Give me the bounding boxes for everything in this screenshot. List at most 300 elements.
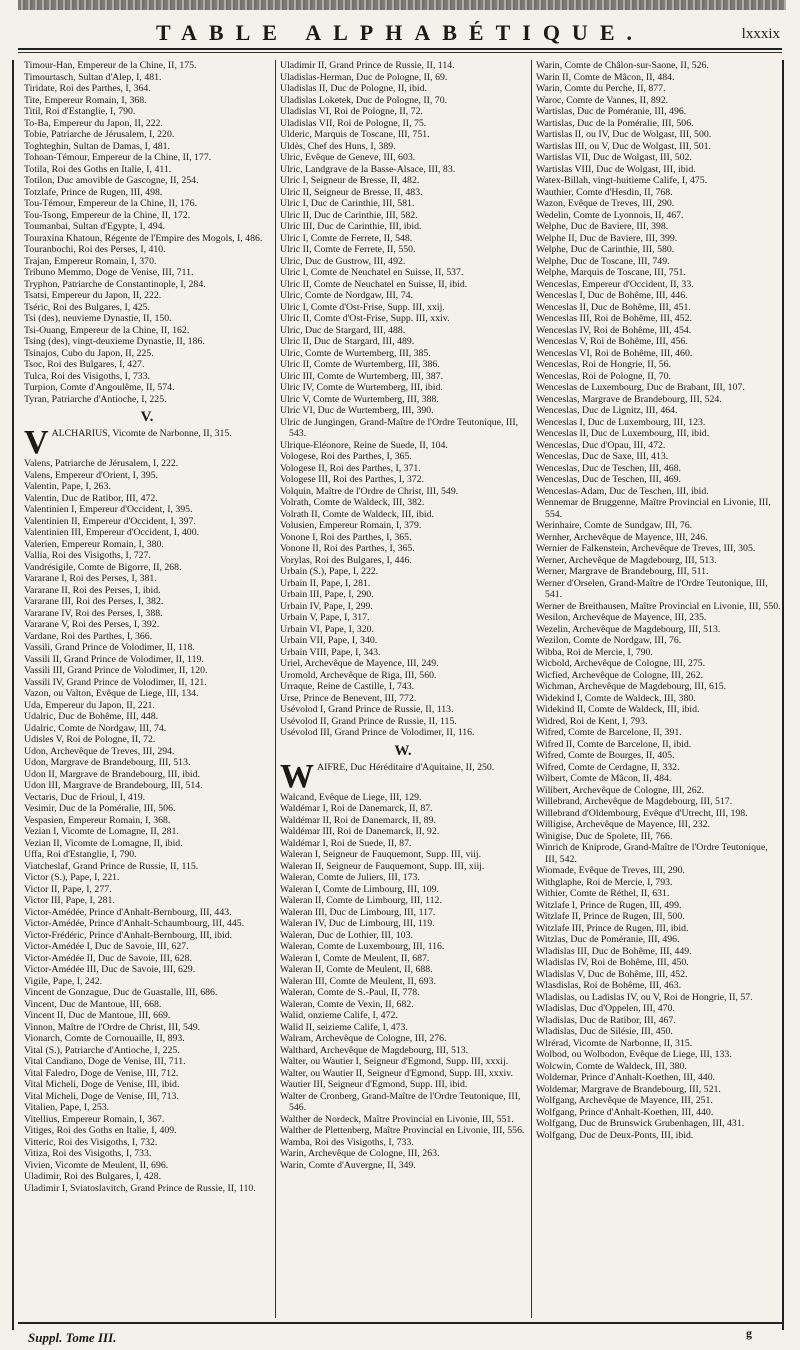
entry-list <box>536 60 782 1141</box>
list-item: Victor II, Pape, I, 277. <box>24 883 112 895</box>
list-item: Urbain VI, Pape, I, 320. <box>280 623 374 635</box>
list-item: Wamba, Roi des Visigoths, I, 733. <box>280 1136 414 1148</box>
list-item: Valentinien III, Empereur d'Occident, I, 400. <box>24 527 200 538</box>
list-item: Watex-Billah, vingt-huitieme Calife, I, 475. <box>536 175 708 186</box>
list-item: Wicfied, Archevêque de Cologne, III, 262. <box>536 669 703 681</box>
list-item: Wenceslas, Duc de Saxe, III, 413. <box>536 451 669 462</box>
list-item: Wenceslas, Duc de Lignitz, III, 464. <box>536 405 678 416</box>
list-item: Uladimir I, Sviatoslavitch, Grand Prince de Russie, II, 110. <box>24 1182 256 1194</box>
list-item: Uladimir, Roi des Bulgares, I, 428. <box>24 1171 162 1182</box>
list-item: Waleran I, Comte de Limbourg, III, 109. <box>280 883 440 895</box>
list-item: Werner, Margrave de Brandebourg, III, 511. <box>536 566 709 577</box>
list-item: Vectaris, Duc de Frioul, I, 419. <box>24 791 146 803</box>
list-item: Udalric, Duc de Bohême, III, 448. <box>24 711 159 722</box>
list-item: Waleran III, Duc de Limbourg, III, 117. <box>280 906 436 918</box>
list-item: Ulderic, Marquis de Toscane, III, 751. <box>280 129 430 140</box>
list-item: Vararane II, Roi des Perses, I, ibid. <box>24 584 161 596</box>
list-item: Winigise, Duc de Spolete, III, 766. <box>536 830 673 842</box>
list-item: Vincent de Gonzague, Duc de Guastalle, III, 686. <box>24 987 218 998</box>
list-item: Walter, ou Wautier II, Seigneur d'Egmond, Supp. III, xxxiv. <box>280 1067 513 1079</box>
list-item: Wenceslas, Margrave de Brandebourg, III, 524. <box>536 393 722 405</box>
list-item: Wiomade, Evêque de Treves, III, 290. <box>536 865 685 876</box>
list-item: Wennemar de Bruggenne, Maître Provincial en Livonie, III, 554. <box>536 497 771 520</box>
list-item: Urraque, Reine de Castille, I, 743. <box>280 681 415 692</box>
list-item: Wladislas, Duc d'Oppelen, III, 470. <box>536 1003 675 1014</box>
list-item: Waleran I, Comte de Meulent, II, 687. <box>280 952 430 964</box>
list-item: Welphe II, Duc de Baviere, III, 399. <box>536 232 678 244</box>
list-item: Welphe, Duc de Toscane, III, 749. <box>536 255 670 267</box>
page-number: lxxxix <box>741 26 780 42</box>
list-item: Vesimir, Duc de la Poméralie, III, 506. <box>24 803 176 814</box>
list-item: Vezian II, Vicomte de Lomagne, II, ibid. <box>24 837 183 849</box>
list-item: Walther de Nordeck, Maître Provincial en Livonie, III, 551. <box>280 1113 514 1125</box>
list-item: Wifred II, Comte de Barcelone, II, ibid. <box>536 738 692 750</box>
list-item: Wenceslas, Roi de Hongrie, II, 56. <box>536 359 671 370</box>
list-item: Valentinien I, Empereur d'Occident, I, 395. <box>24 504 193 515</box>
list-item: Tribuno Memmo, Doge de Venise, III, 711. <box>24 267 194 278</box>
list-item: Urbain IV, Pape, I, 299. <box>280 600 373 612</box>
list-item: Wartislas III, ou V, Duc de Wolgast, III, 501. <box>536 140 712 152</box>
list-item: Wartislas II, ou IV, Duc de Wolgast, III, 500. <box>536 129 712 140</box>
list-item: Willigise, Archevêque de Mayence, III, 232. <box>536 819 710 830</box>
list-item: Warin II, Comte de Mâcon, II, 484. <box>536 71 675 83</box>
list-item: Vionarch, Comte de Cornouaille, II, 893. <box>24 1033 185 1044</box>
list-item: Welphe, Duc de Baviere, III, 398. <box>536 221 669 232</box>
list-item: Ulrique-Eléonore, Reine de Suede, II, 104. <box>280 439 448 451</box>
list-item: Woldemar, Prince d'Anhalt-Koethen, III, 440. <box>536 1072 716 1083</box>
list-item: Vorylas, Roi des Bulgares, I, 446. <box>280 554 412 566</box>
list-item <box>24 424 270 461</box>
list-item: Valentin, Duc de Ratibor, III, 472. <box>24 492 158 504</box>
list-item: Totilon, Duc amovible de Gascogne, II, 254. <box>24 175 199 186</box>
list-item: Urbain III, Pape, I, 290. <box>280 589 374 600</box>
list-item: Wartislas, Duc de Poméranie, III, 496. <box>536 106 687 117</box>
list-item: Vital Candiano, Doge de Venise, III, 711. <box>24 1056 186 1067</box>
list-item: Ulric V, Comte de Wurtemberg, III, 388. <box>280 393 439 405</box>
list-item: Waldémar I, Roi de Suede, II, 87. <box>280 837 412 849</box>
drop-cap-letter: W <box>280 757 314 795</box>
drop-cap-letter: V <box>24 424 49 461</box>
list-item: Tobie, Patriarche de Jérusalem, I, 220. <box>24 129 175 140</box>
list-item: Waleran, Duc de Lothier, III, 103. <box>280 929 413 941</box>
list-item: Werner de Breithausen, Maître Provincial en Livonie, III, 550. <box>536 600 781 612</box>
list-item: Tsinajos, Cubo du Japon, II, 225. <box>24 347 154 359</box>
list-item: Vardane, Roi des Parthes, I, 366. <box>24 630 153 642</box>
list-item: Vassili II, Grand Prince de Volodimer, II, 119. <box>24 653 204 665</box>
list-item: Valens, Empereur d'Orient, I, 395. <box>24 469 158 481</box>
list-item: Wenceslas VI, Roi de Bohême, III, 460. <box>536 347 693 359</box>
list-item: Wladislas V, Duc de Bohême, III, 452. <box>536 968 688 980</box>
list-item: Waldémar III, Roi de Danemarck, II, 92. <box>280 826 440 837</box>
list-item: Wautier III, Seigneur d'Egmond, Supp. III, ibid. <box>280 1079 468 1090</box>
list-item: Volrath, Comte de Waldeck, III, 382. <box>280 497 425 508</box>
list-item: Wenceslas II, Duc de Bohême, III, 451. <box>536 301 691 313</box>
list-item: Vigile, Pape, I, 242. <box>24 975 103 987</box>
list-item: Udon III, Margrave de Brandebourg, III, 514. <box>24 780 203 791</box>
list-item: Wartislas, Duc de la Poméralie, III, 506. <box>536 117 694 129</box>
list-item: Welphe, Marquis de Toscane, III, 751. <box>536 267 686 278</box>
list-item: Tyran, Patriarche d'Antioche, I, 225. <box>24 393 167 405</box>
list-item: Wezelin, Archevêque de Magdebourg, III, 513. <box>536 623 721 635</box>
list-item: Vitiza, Roi des Visigoths, I, 733. <box>24 1148 152 1159</box>
list-item: Walid II, seizieme Calife, I, 473. <box>280 1021 408 1033</box>
page-title: TABLE ALPHABÉTIQUE. <box>156 20 644 45</box>
list-item: Wolfgang, Prince d'Anhalt-Koethen, III, 440. <box>536 1106 714 1118</box>
list-item: Witzlafe I, Prince de Rugen, III, 499. <box>536 899 682 911</box>
list-item: Vologese III, Roi des Parthes, I, 372. <box>280 474 425 485</box>
list-item: Ulric II, Duc de Carinthie, III, 582. <box>280 209 418 221</box>
list-item: Vital Faledro, Doge de Venise, III, 712. <box>24 1067 179 1079</box>
list-item: Wazon, Evêque de Treves, III, 290. <box>536 198 675 209</box>
list-item: Volusien, Empereur Romain, I, 379. <box>280 520 422 531</box>
list-item: Urbain II, Pape, I, 281. <box>280 577 371 589</box>
list-item: Waleran, Comte de Juliers, III, 173. <box>280 872 420 883</box>
list-item: Volrath II, Comte de Waldeck, III, ibid. <box>280 508 434 520</box>
list-item: Tsi (des), neuvieme Dynastie, II, 150. <box>24 313 172 324</box>
list-item: Widred, Roi de Kent, I, 793. <box>536 715 648 727</box>
list-item: Witzlafe III, Prince de Rugen, III, ibid. <box>536 922 689 934</box>
list-item: Vincent, Duc de Mantoue, III, 668. <box>24 998 162 1010</box>
list-item: Waleran, Comte de Luxembourg, III, 116. <box>280 941 445 952</box>
list-item: Wartislas VII, Duc de Wolgast, III, 502. <box>536 152 692 163</box>
list-item: Wenceslas de Luxembourg, Duc de Brabant, III, 107. <box>536 382 745 393</box>
list-item: Vitalien, Pape, I, 253. <box>24 1102 110 1113</box>
list-item: Valentinien II, Empereur d'Occident, I, 397. <box>24 515 196 527</box>
list-item: Uladislas-Herman, Duc de Pologne, II, 69. <box>280 71 448 83</box>
entry-text: ALCHARIUS, Vicomte de Narbonne, II, 315. <box>51 428 232 439</box>
index-column-1 <box>24 60 270 1322</box>
entry-list <box>24 60 270 405</box>
list-item: Wladislas III, Duc de Bohême, III, 449. <box>536 945 692 957</box>
list-item: Waroc, Comte de Vannes, II, 892. <box>536 94 669 106</box>
list-item: To-Ba, Empereur du Japon, II, 222. <box>24 117 163 129</box>
list-item: Walthard, Archevêque de Magdebourg, III, 513. <box>280 1044 469 1056</box>
list-item: Urbain VIII, Pape, I, 343. <box>280 646 381 658</box>
list-item: Ulric I, Comte de Ferrete, II, 548. <box>280 232 413 244</box>
list-item: Tohoan-Témour, Empereur de la Chine, II, 177. <box>24 152 212 163</box>
list-item: Tite, Empereur Romain, I, 368. <box>24 94 147 106</box>
list-item: Victor-Amédée I, Duc de Savoie, III, 627. <box>24 941 189 952</box>
list-item: Vonone I, Roi des Parthes, I, 365. <box>280 531 412 543</box>
list-item: Viatcheslaf, Grand Prince de Russie, II, 115. <box>24 860 199 872</box>
section-heading-w: W. <box>394 742 412 759</box>
list-item: Warin, Comte de Châlon-sur-Saone, II, 526. <box>536 60 709 71</box>
list-item: Ulric III, Duc de Carinthie, III, ibid. <box>280 221 422 232</box>
list-item: Warin, Comte du Perche, II, 877. <box>536 83 666 94</box>
list-item: Wolbod, ou Wolbodon, Evêque de Liege, III, 133. <box>536 1049 732 1060</box>
list-item: Wlasdislas, Roi de Bohême, III, 463. <box>536 980 682 991</box>
list-item: Urbain VII, Pape, I, 340. <box>280 635 378 646</box>
entry-list <box>280 792 526 1172</box>
list-item: Tsi-Ouang, Empereur de la Chine, II, 162. <box>24 324 190 336</box>
list-item: Valerien, Empereur Romain, I, 380. <box>24 538 164 550</box>
list-item: Vandrésigile, Comte de Bigorre, II, 268. <box>24 561 182 573</box>
list-item: Vologese II, Roi des Parthes, I, 371. <box>280 462 421 474</box>
list-item: Wedelin, Comte de Lyonnois, II, 467. <box>536 209 684 221</box>
list-item: Ulric, Evêque de Geneve, III, 603. <box>280 152 416 163</box>
list-item: Wartislas VIII, Duc de Wolgast, III, ibid. <box>536 163 696 175</box>
list-item: Vinnon, Maître de l'Ordre de Christ, III, 549. <box>24 1021 201 1033</box>
list-item: Valens, Patriarche de Jérusalem, I, 222. <box>24 458 179 469</box>
list-item: Urbain V, Pape, I, 317. <box>280 612 370 623</box>
list-item: Wesilon, Archevêque de Mayence, III, 235. <box>536 612 707 623</box>
list-item: Ulric II, Seigneur de Bresse, II, 483. <box>280 186 423 198</box>
list-item: Ulric I, Comte de Neuchatel en Suisse, II, 537. <box>280 267 464 278</box>
list-item: Victor III, Pape, I, 281. <box>24 895 115 906</box>
list-item: Wifred, Comte de Cerdagne, II, 332. <box>536 761 680 773</box>
entry-text: AIFRE, Duc Héréditaire d'Aquitaine, II, 250. <box>317 761 495 773</box>
list-item: Ulric, Comte de Wurtemberg, III, 385. <box>280 347 431 359</box>
list-item: Ulric I, Seigneur de Bresse, II, 482. <box>280 175 420 186</box>
list-item: Victor (S.), Pape, I, 221. <box>24 872 120 883</box>
list-item: Vararane III, Roi des Perses, I, 382. <box>24 596 164 607</box>
list-item: Wlrérad, Vicomte de Narbonne, II, 315. <box>536 1037 693 1049</box>
entry-list <box>24 458 270 1194</box>
list-item: Tséric, Roi des Bulgares, I, 425. <box>24 301 150 313</box>
list-item: Victor-Amédée III, Duc de Savoie, III, 629. <box>24 964 196 975</box>
list-item: Walter, ou Wautier I, Seigneur d'Egmond, Supp. III, xxxij. <box>280 1056 509 1067</box>
list-item: Usévolod I, Grand Prince de Russie, II, 113. <box>280 704 454 715</box>
list-item: Waleran III, Comte de Meulent, II, 693. <box>280 975 436 987</box>
list-item: Wifred, Comte de Bourges, II, 405. <box>536 750 675 761</box>
list-item: Wenceslas II, Duc de Luxembourg, III, ibid. <box>536 428 710 439</box>
list-item: Warin, Archevêque de Cologne, III, 263. <box>280 1148 440 1159</box>
footer-rule <box>18 1322 782 1324</box>
list-item: Ulric I, Duc de Carinthie, III, 581. <box>280 198 415 209</box>
list-item: Waleran I, Seigneur de Fauquemont, Supp. III, viij. <box>280 849 482 860</box>
list-item: Victor-Frédéric, Prince d'Anhalt-Bernbourg, III, ibid. <box>24 929 233 941</box>
list-item: Tryphon, Patriarche de Constantinople, I, 284. <box>24 278 206 290</box>
list-item: Waleran IV, Duc de Limbourg, III, 119. <box>280 918 435 929</box>
list-item: Vespasien, Empereur Romain, I, 368. <box>24 814 171 826</box>
list-item: Victor-Amédée II, Duc de Savoie, III, 628. <box>24 952 192 964</box>
list-item: Vararane IV, Roi des Perses, I, 388. <box>24 607 163 619</box>
list-item: Timourtasch, Sultan d'Alep, I, 481. <box>24 71 162 83</box>
header-rule-thin <box>18 52 782 53</box>
list-item: Ulric VI, Duc de Wurtemberg, III, 390. <box>280 405 434 416</box>
list-item: Toumanbai, Sultan d'Egypte, I, 494. <box>24 221 165 232</box>
list-item: Ulric III, Comte de Wurtemberg, III, 387. <box>280 370 444 382</box>
column-divider <box>531 60 532 1318</box>
list-item: Winrich de Kniprode, Grand-Maître de l'Ordre Teutonique, III, 542. <box>536 842 768 865</box>
list-item: Ulric, Duc de Stargard, III, 488. <box>280 324 406 336</box>
list-item: Waleran II, Comte de Meulent, II, 688. <box>280 964 433 975</box>
list-item <box>280 757 526 795</box>
list-item: Wenceslas V, Roi de Bohême, III, 456. <box>536 336 688 347</box>
list-item: Udon, Margrave de Brandebourg, III, 513. <box>24 757 191 768</box>
list-item: Usévolod III, Grand Prince de Volodimer, II, 116. <box>280 727 475 738</box>
list-item: Uladislas VI, Roi de Pologne, II, 72. <box>280 106 423 117</box>
list-item: Touraxina Khatoun, Régente de l'Empire des Mogols, I, 486. <box>24 232 263 244</box>
list-item: Totzlafe, Prince de Rugen, III, 498. <box>24 186 163 198</box>
list-item: Waleran, Comte de Vexin, II, 682. <box>280 998 414 1010</box>
list-item: Victor-Amédée, Prince d'Anhalt-Schaumbourg, III, 445. <box>24 918 245 929</box>
list-item: Urse, Prince de Benevent, III, 772. <box>280 692 417 704</box>
list-item: Wernher, Archevêque de Mayence, III, 246. <box>536 531 708 543</box>
list-item: Toghteghin, Sultan de Damas, I, 481. <box>24 140 170 152</box>
list-item: Vararane I, Roi des Perses, I, 381. <box>24 573 157 584</box>
list-item: Wenceslas IV, Roi de Bohême, III, 454. <box>536 324 692 336</box>
list-item: Vallia, Roi des Visigoths, I, 727. <box>24 550 151 561</box>
list-item: Welphe, Duc de Carinthie, III, 580. <box>536 244 675 255</box>
list-item: Tou-Tsong, Empereur de la Chine, II, 172. <box>24 209 191 221</box>
list-item: Touranbochi, Roi des Perses, I, 410. <box>24 244 166 255</box>
list-item: Wernier de Falkenstein, Archevêque de Treves, III, 305. <box>536 543 756 554</box>
list-item: Vologese, Roi des Parthes, I, 365. <box>280 451 412 462</box>
list-item: Vitteric, Roi des Visigoths, I, 732. <box>24 1136 158 1148</box>
list-item: Uladimir II, Grand Prince de Russie, II, 114. <box>280 60 455 71</box>
index-column-3 <box>536 60 782 1322</box>
list-item: Udalric, Comte de Nordgaw, III, 74. <box>24 722 167 734</box>
list-item: Walter de Cronberg, Grand-Maître de l'Ordre Teutonique, III, 546. <box>280 1090 521 1113</box>
list-item: Volquin, Maître de l'Ordre de Christ, III, 549. <box>280 485 459 497</box>
column-divider <box>275 60 276 1318</box>
list-item: Wenceslas, Roi de Pologne, II, 70. <box>536 370 671 382</box>
list-item: Withglaphe, Roi de Mercie, I, 793. <box>536 876 673 888</box>
header-rule <box>18 48 782 50</box>
list-item: Uladislas II, Duc de Pologne, II, ibid. <box>280 83 427 94</box>
list-item: Udon II, Margrave de Brandebourg, III, ibid. <box>24 768 200 780</box>
list-item: Wenceslas, Duc de Teschen, III, 468. <box>536 462 681 474</box>
list-item: Woldemar, Margrave de Brandebourg, III, 521. <box>536 1083 721 1095</box>
list-item: Walid, onzieme Calife, I, 472. <box>280 1010 398 1021</box>
list-item: Willebrand d'Oldembourg, Evêque d'Utrecht, III, 198. <box>536 807 748 819</box>
list-item: Wolfgang, Archevêque de Mayence, III, 251. <box>536 1095 713 1106</box>
list-item: Uladislas Loketek, Duc de Pologne, II, 70. <box>280 94 448 106</box>
list-item: Widekind I, Comte de Waldeck, III, 380. <box>536 692 696 704</box>
list-item: Witzlafe II, Prince de Rugen, III, 500. <box>536 911 685 922</box>
list-item: Wifred, Comte de Barcelone, II, 391. <box>536 727 682 738</box>
list-item: Vararane V, Roi des Perses, I, 392. <box>24 619 160 630</box>
list-item: Waldémar II, Roi de Danemarck, II, 89. <box>280 814 436 826</box>
list-item: Trajan, Empereur Romain, I, 370. <box>24 255 157 267</box>
list-item: Werinhaire, Comte de Sundgaw, III, 76. <box>536 520 693 531</box>
list-item: Wladislas, ou Ladislas IV, ou V, Roi de Hongrie, II, 57. <box>536 991 753 1003</box>
list-item: Waldémar I, Roi de Danemarck, II, 87. <box>280 803 433 814</box>
list-item: Wilbert, Comte de Mâcon, II, 484. <box>536 773 672 784</box>
list-item: Vital Micheli, Doge de Venise, III, 713. <box>24 1090 179 1102</box>
list-item: Vitellius, Empereur Romain, I, 367. <box>24 1113 165 1125</box>
list-item: Wenceslas I, Duc de Bohême, III, 446. <box>536 290 688 301</box>
index-columns <box>18 60 786 1322</box>
page-top-edge <box>18 0 786 10</box>
list-item: Withier, Comte de Réthel, II, 631. <box>536 888 670 899</box>
list-item: Vivien, Vicomte de Meulent, II, 696. <box>24 1159 169 1171</box>
list-item: Vonone II, Roi des Parthes, I, 365. <box>280 543 415 554</box>
list-item: Walther de Plettenberg, Maître Provincial en Livonie, III, 556. <box>280 1125 525 1136</box>
list-item: Uda, Empereur du Japon, II, 221. <box>24 699 155 711</box>
list-item: Waleran, Comte de S.-Paul, II, 778. <box>280 987 420 998</box>
list-item: Wolcwin, Comte de Waldeck, III, 380. <box>536 1060 687 1072</box>
list-item: Uffa, Roi d'Estanglie, I, 790. <box>24 849 137 860</box>
list-item: Wilibert, Archevêque de Cologne, III, 262. <box>536 784 705 796</box>
list-item: Wenceslas, Duc de Teschen, III, 469. <box>536 474 681 485</box>
list-item: Tsing (des), vingt-deuxieme Dynastie, II, 186. <box>24 336 205 347</box>
list-item: Wibba, Roi de Mercie, I, 790. <box>536 646 653 658</box>
list-item: Wladislas IV, Roi de Bohême, III, 450. <box>536 957 689 968</box>
list-item: Werner, Archevêque de Magdebourg, III, 513. <box>536 554 717 566</box>
list-item: Tiridate, Roi des Parthes, I, 364. <box>24 83 151 94</box>
list-item: Wenceslas, Empereur d'Occident, II, 33. <box>536 278 694 290</box>
list-item: Werner d'Orselen, Grand-Maître de l'Ordre Teutonique, III, 541. <box>536 577 768 600</box>
list-item: Vassili IV, Grand Prince de Volodimer, II, 121. <box>24 676 207 688</box>
volume-signature: Suppl. Tome III. <box>28 1330 117 1345</box>
list-item: Wolfgang, Duc de Brunswick Grubenhagen, III, 431. <box>536 1118 745 1129</box>
list-item: Ulric II, Comte de Ferrete, II, 550. <box>280 244 416 255</box>
gathering-mark: g <box>746 1326 752 1340</box>
list-item: Wichman, Archevêque de Magdebourg, III, 615. <box>536 681 727 692</box>
list-item: Walram, Archevêque de Cologne, III, 276. <box>280 1033 447 1044</box>
list-item: Ulric II, Comte de Wurtemberg, III, 386. <box>280 359 440 370</box>
list-item: Wladislas, Duc de Ratibor, III, 467. <box>536 1014 676 1026</box>
list-item: Ulric II, Duc de Stargard, III, 489. <box>280 336 415 347</box>
list-item: Ulric, Duc de Gustrow, III, 492. <box>280 255 406 267</box>
list-item: Ulric II, Comte d'Ost-Frise, Supp. III, xxiv. <box>280 313 450 324</box>
list-item: Wenceslas, Duc d'Opau, III, 472. <box>536 439 666 451</box>
list-item: Titil, Roi d'Estanglie, I, 790. <box>24 106 136 117</box>
list-item: Wenceslas III, Roi de Bohême, III, 452. <box>536 313 692 324</box>
list-item: Urbain (S.), Pape, I, 222. <box>280 566 379 577</box>
list-item: Udisles V, Roi de Pologne, II, 72. <box>24 734 156 745</box>
list-item: Wladislas, Duc de Silésie, III, 450. <box>536 1026 673 1037</box>
list-item: Tulca, Roi des Visigoths, I, 733. <box>24 370 150 382</box>
list-item: Victor-Amédée, Prince d'Anhalt-Bernbourg, III, 443. <box>24 906 232 918</box>
list-item: Uldès, Chef des Huns, I, 389. <box>280 140 396 152</box>
list-item: Tou-Témour, Empereur de la Chine, II, 176. <box>24 198 198 209</box>
list-item: Totila, Roi des Goths en Italie, I, 411. <box>24 163 172 175</box>
list-item: Witzlas, Duc de Poméranie, III, 496. <box>536 934 680 945</box>
list-item: Uriel, Archevêque de Mayence, III, 249. <box>280 658 439 669</box>
list-item: Wezilon, Comte de Nordgaw, III, 76. <box>536 635 682 646</box>
list-item: Warin, Comte d'Auvergne, II, 349. <box>280 1159 416 1171</box>
index-column-2 <box>280 60 526 1322</box>
section-heading-v: V. <box>140 409 154 425</box>
list-item: Vassili, Grand Prince de Volodimer, II, 118. <box>24 642 195 653</box>
list-item: Walcand, Evêque de Liege, III, 129. <box>280 791 422 803</box>
list-item: Ulric I, Comte d'Ost-Frise, Supp. III, xxij. <box>280 301 445 313</box>
left-border-rule <box>12 60 14 1330</box>
list-item: Ulric, Landgrave de la Basse-Alsace, III, 83. <box>280 163 456 175</box>
list-item: Wauthier, Comte d'Hesdin, II, 768. <box>536 186 673 198</box>
list-item: Wicbold, Archevêque de Cologne, III, 275. <box>536 658 706 669</box>
list-item: Waleran II, Comte de Limbourg, III, 112. <box>280 895 442 906</box>
list-item: Vital Micheli, Doge de Venise, III, ibid. <box>24 1079 180 1090</box>
list-item: Uromold, Archevêque de Riga, III, 560. <box>280 669 437 681</box>
list-item: Waleran II, Seigneur de Fauquemont, Supp. III, xiij. <box>280 860 485 872</box>
list-item: Usévolod II, Grand Prince de Russie, II, 115. <box>280 715 457 727</box>
list-item: Vincent II, Duc de Mantoue, III, 669. <box>24 1010 171 1021</box>
list-item: Uladislas VII, Roi de Pologne, II, 75. <box>280 117 427 129</box>
list-item: Wolfgang, Duc de Deux-Ponts, III, ibid. <box>536 1129 694 1141</box>
list-item: Vassili III, Grand Prince de Volodimer, II, 120. <box>24 665 208 676</box>
list-item: Wenceslas I, Duc de Luxembourg, III, 123. <box>536 416 706 428</box>
list-item: Wenceslas-Adam, Duc de Teschen, III, ibid. <box>536 485 709 497</box>
list-item: Willebrand, Archevêque de Magdebourg, III, 517. <box>536 796 733 807</box>
entry-list <box>280 60 526 739</box>
list-item: Udon, Archevêque de Treves, III, 294. <box>24 745 175 757</box>
list-item: Turpion, Comte d'Angoulême, II, 574. <box>24 382 175 393</box>
list-item: Widekind II, Comte de Waldeck, III, ibid. <box>536 704 700 715</box>
list-item: Ulric, Comte de Nordgaw, III, 74. <box>280 290 413 301</box>
index-page <box>8 0 792 1350</box>
list-item: Ulric de Jungingen, Grand-Maître de l'Ordre Teutonique, III, 543. <box>280 416 519 439</box>
list-item: Vitiges, Roi des Goths en Italie, I, 409. <box>24 1125 177 1136</box>
list-item: Ulric II, Comte de Neuchatel en Suisse, II, ibid. <box>280 278 468 290</box>
list-item: Timour-Han, Empereur de la Chine, II, 175. <box>24 60 197 71</box>
list-item: Vezian I, Vicomte de Lomagne, II, 281. <box>24 826 179 837</box>
list-item: Ulric IV, Comte de Wurtemberg, III, ibid. <box>280 382 443 393</box>
list-item: Vazon, ou Valton, Evêque de Liege, III, 134. <box>24 688 199 699</box>
